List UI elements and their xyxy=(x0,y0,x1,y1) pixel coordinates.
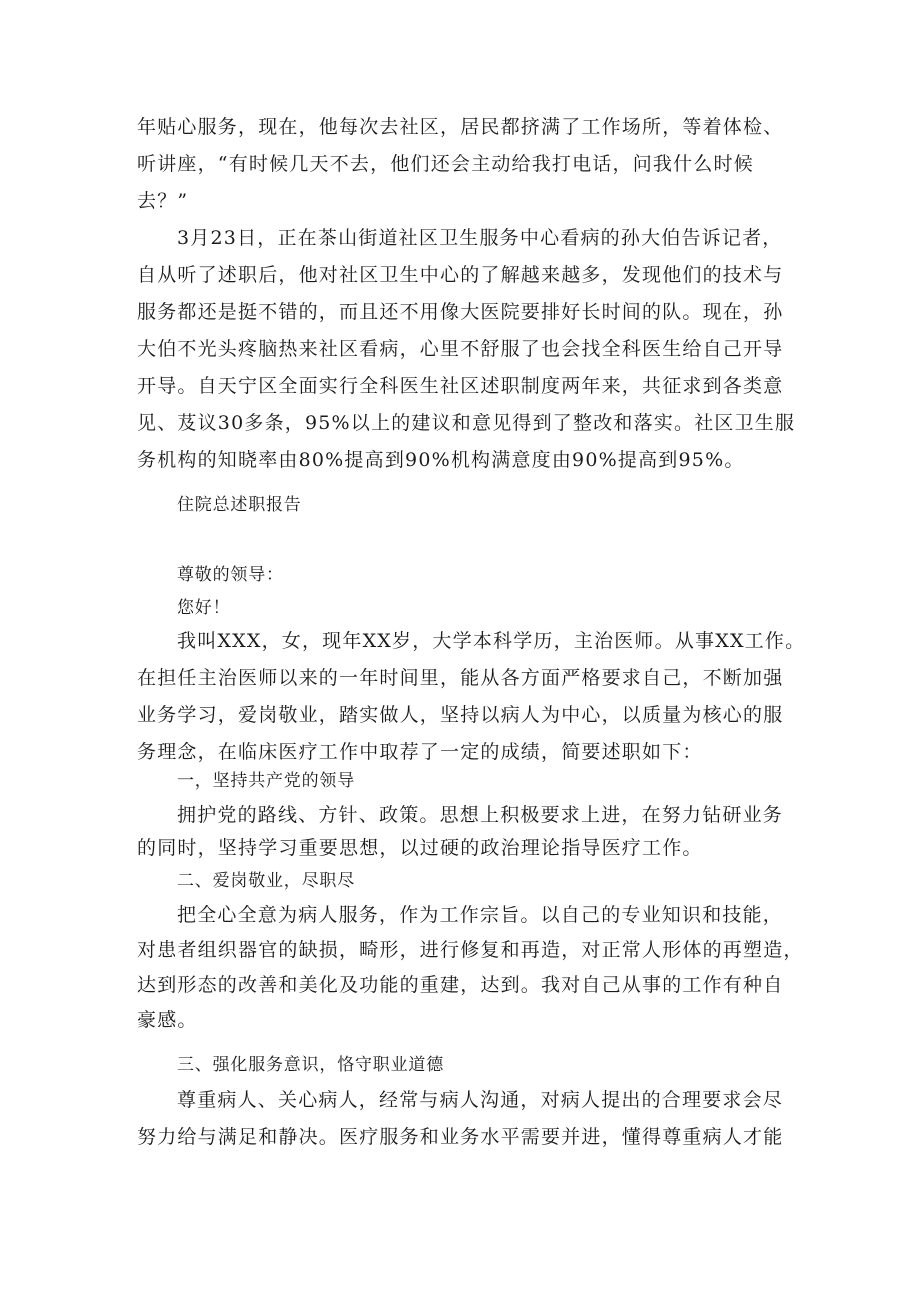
paragraph-line: 我叫XXX，女，现年XX岁，大学本科学历，主治医师。从事XX工作。 xyxy=(177,630,806,652)
paragraph-line: 把全心全意为病人服务，作为工作宗旨。以自己的专业知识和技能， xyxy=(177,904,784,926)
paragraph-line: 服务都还是挺不错的，而且还不用像大医院要排好长时间的队。现在，孙 xyxy=(137,301,784,323)
paragraph-line: 务理念，在临床医疗工作中取荐了一定的成绩，简要述职如下： xyxy=(137,741,703,763)
paragraph-line: 达到形态的改善和美化及功能的重建，达到。我对自己从事的工作有种自 xyxy=(137,974,784,996)
paragraph-line: 去？” xyxy=(137,190,189,212)
paragraph-line: 努力给与满足和静决。医疗服务和业务水平需要并进，懂得尊重病人才能 xyxy=(137,1126,784,1148)
paragraph-line: 尊重病人、关心病人，经常与病人沟通，对病人提出的合理要求会尽 xyxy=(177,1089,784,1111)
section-heading: 二、爱岗敬业，尽职尽 xyxy=(177,871,355,891)
document-title: 住院总述职报告 xyxy=(177,495,302,515)
paragraph-line: 的同时，坚持学习重要思想，以过硬的政治理论指导医疗工作。 xyxy=(137,837,703,859)
paragraph-line: 务机构的知晓率由80%提高到90%机构满意度由90%提高到95%。 xyxy=(137,449,745,471)
paragraph-line: 开导。自天宁区全面实行全科医生社区述职制度两年来，共征求到各类意 xyxy=(137,375,784,397)
salutation: 尊敬的领导： xyxy=(177,565,284,585)
greeting: 您好！ xyxy=(177,598,231,618)
paragraph-line: 见、芨议30多条，95%以上的建议和意见得到了整改和落实。社区卫生服 xyxy=(137,412,796,434)
paragraph-line: 在担任主治医师以来的一年时间里，能从各方面严格要求自己，不断加强 xyxy=(137,667,784,689)
paragraph-line: 听讲座，“有时候几天不去，他们还会主动给我打电话，问我什么时候 xyxy=(137,153,754,175)
paragraph-line: 3月23日，正在茶山街道社区卫生服务中心看病的孙大伯告诉记者， xyxy=(177,227,783,249)
paragraph-line: 对患者组织器官的缺损，畸形，进行修复和再造，对正常人形体的再塑造， xyxy=(137,939,804,961)
section-heading: 三、强化服务意识，恪守职业道德 xyxy=(177,1055,444,1075)
paragraph-line: 自从听了述职后，他对社区卫生中心的了解越来越多，发现他们的技术与 xyxy=(137,264,784,286)
paragraph-line: 豪感。 xyxy=(137,1009,198,1031)
section-heading: 一，坚持共产党的领导 xyxy=(177,771,355,791)
paragraph-line: 年贴心服务，现在，他每次去社区，居民都挤满了工作场所，等着体检、 xyxy=(137,116,784,138)
paragraph-line: 大伯不光头疼脑热来社区看病，心里不舒服了也会找全科医生给自己开导 xyxy=(137,338,784,360)
paragraph-line: 业务学习，爱岗敬业，踏实做人，坚持以病人为中心，以质量为核心的服 xyxy=(137,704,784,726)
paragraph-line: 拥护党的路线、方针、政策。思想上积极要求上进，在努力钻研业务 xyxy=(177,804,784,826)
